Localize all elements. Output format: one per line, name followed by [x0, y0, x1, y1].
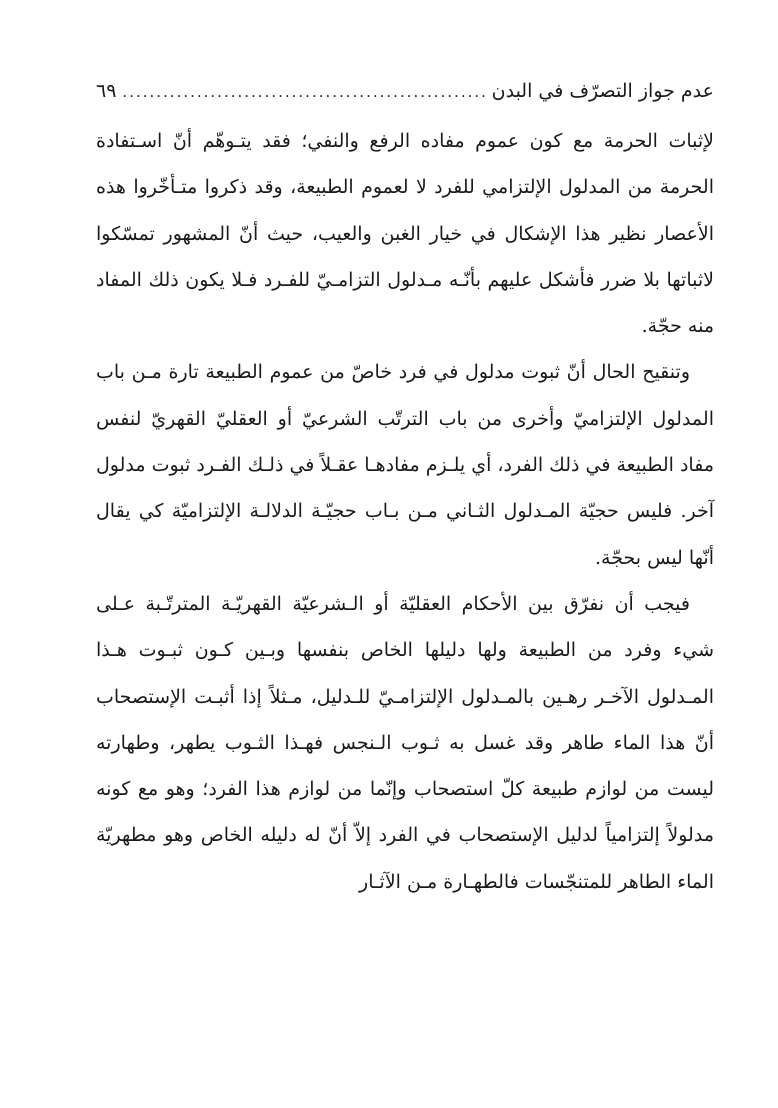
leader-dots	[122, 77, 485, 107]
book-page	[96, 76, 714, 996]
page-number: ٦٩	[96, 80, 117, 102]
paragraph-1: لإثبات الحرمة مع كون عموم مفاده الرفع والنفي؛ فقد يتـوهّم أنّ اسـتفادة الحرمة من المدلول الإلتزامي للفرد لا لعموم الطبيعة، وقد ذكروا متـأخّروا هذه الأعصار نظير هذا الإشكال في خيار الغبن والعيب، حيث أنّ المشهور تمسّكوا لاثباتها بلا ضرر فأشكل عليهم بأنّـه مـدلول التزامـيّ للفـرد فـلا يكون ذلك المفاد منه حجّة.	[96, 130, 714, 338]
paragraph-2: وتنقيح الحال أنّ ثبوت مدلول في فرد خاصّ من عموم الطبيعة تارة مـن باب المدلول الإلتزاميّ وأخرى من باب الترتّب الشرعيّ أو العقليّ القهريّ لنفس مفاد الطبيعة في ذلك الفرد، أي يلـزم مفادهـا عقـلاً في ذلـك الفـرد ثبوت مدلول آخر. فليس حجيّة المـدلول الثـاني مـن بـاب حجيّـة الدلالـة الإلتزاميّة كي يقال أنّها ليس بحجّة.	[96, 361, 714, 569]
running-title: عدم جواز التصرّف في البدن	[491, 80, 714, 102]
body-text	[96, 118, 714, 905]
paragraph-3: فيجب أن نفرّق بين الأحكام العقليّة أو الـشرعيّة القهريّـة المترتّـبة عـلى شيء وفرد من الطبيعة ولها دليلها الخاص بنفسها وبـين كـون ثبـوت هـذا المـدلول الآخـر رهـين بالمـدلول الإلتزامـيّ للـدليل، مـثلاً إذا أثبـت الإستصحاب أنّ هذا الماء طاهر وقد غسل به ثـوب الـنجس فهـذا الثـوب يطهر، وطهارته ليست من لوازم طبيعة كلّ استصحاب وإنّما من لوازم هذا الفرد؛ وهو مع كونه مدلولاً إلتزامياً لدليل الإستصحاب في الفرد إلاّ أنّ له دليله الخاص وهو مطهريّة الماء الطاهر للمتنجّسات فالطهـارة مـن الآثـار	[96, 592, 714, 893]
running-header	[96, 76, 714, 110]
